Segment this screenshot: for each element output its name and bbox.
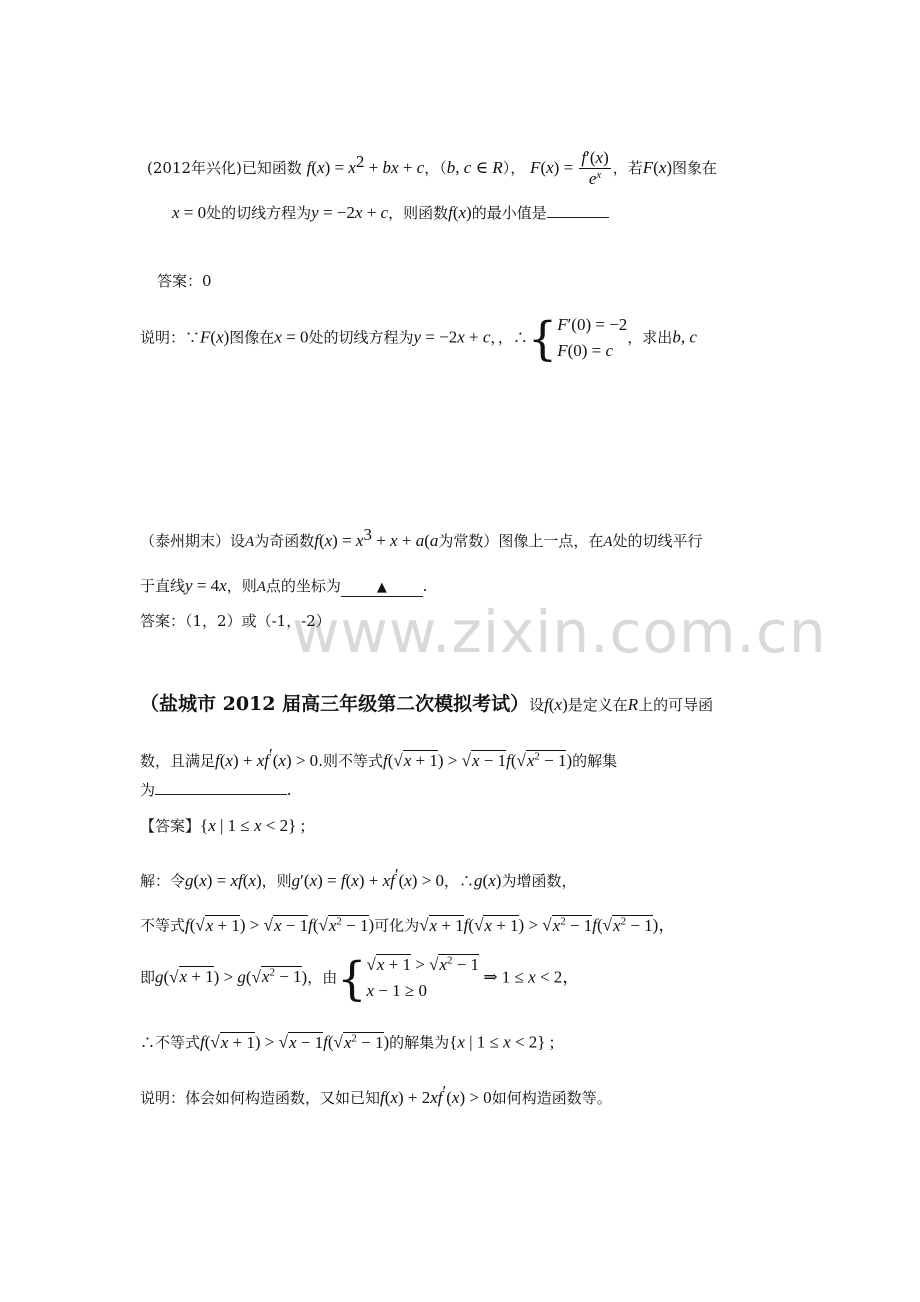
p1-fraction: $\frac{f'(x)}{e^x}$: [581, 148, 609, 189]
triangle-icon: ▲: [376, 580, 387, 595]
p3-answer: 【答案】{x | 1 ≤ x < 2} ;: [140, 816, 306, 835]
p3-line-3: 为 .: [140, 780, 292, 799]
p3-line-2: 数，且满足f(x) + xf′(x) > 0.则不等式$f(√x + 1) > √x - 1f(√x^2 - 1)$的解集: [140, 745, 618, 770]
watermark: www.zixin.com.cn: [292, 598, 827, 666]
p1-line-1: (2012年兴化)已知函数 $f(x) = x^2$ + bx + c，（b, c ∈ R）， F(x) = $\frac{f'(x)}{e^x}$ ，若F(x)图象在: [147, 148, 718, 189]
p1-system-brace: {: [527, 311, 558, 366]
p3-conclusion: ∴不等式$f(√x + 1) > √x - 1f(√x^2 - 1)$的解集为{x | 1 ≤ x < 2} ;: [140, 1032, 555, 1052]
p1-answer-blank: [547, 203, 609, 218]
p2-answer: 答案：（1，2）或（-1，-2）: [140, 612, 331, 630]
p2-line-1: （泰州期末）设A为奇函数$f(x) = x^3 + x + a(a$为常数）图像上一点，在A处的切线平行: [140, 525, 703, 550]
p3-source-heading: （盐城市 2012 届高三年级第二次模拟考试）: [140, 693, 530, 715]
p1-intro: (2012年兴化)已知函数: [147, 158, 302, 177]
p1-system: F′(0) = −2 F(0) = c: [557, 315, 628, 361]
p2-answer-blank: [341, 577, 423, 597]
p2-line-2: 于直线y = 4x，则A点的坐标为 ▲ .: [140, 576, 428, 595]
p3-system-brace: {: [337, 951, 367, 1006]
p3-answer-blank: [155, 780, 287, 795]
p3-system: $√x + 1 > √x^2 - 1$ x − 1 ≥ 0: [366, 954, 480, 1001]
p3-solution-3: 即$g(√x + 1) > g(√x^2 - 1)$，由{ $√x + 1 > √x^2 - 1$ x − 1 ≥ 0 ⇒ 1 ≤ x < 2，: [140, 951, 580, 1006]
p1-line-2: x = 0处的切线方程为y = −2x + c，则函数f(x)的最小值是: [172, 203, 609, 223]
p1-Fx-def: F: [530, 157, 541, 177]
p3-note: 说明：体会如何构造函数，又如已知f(x) + 2xf′(x) > 0如何构造函数等。: [140, 1082, 612, 1107]
p1-answer: 答案：0: [157, 272, 212, 290]
p1-explanation: 说明：∵F(x)图像在x = 0处的切线方程为y = −2x + c，，∴{ F′(0) = −2 F(0) = c ，求出b, c: [140, 311, 697, 366]
p3-solution-2: 不等式$f(√x + 1) > √x - 1f(√x^2 - 1)$可化为$√x + 1f(√x + 1) > √x^2 - 1f(√x^2 - 1)$，: [140, 915, 676, 935]
p1-fx-def: f: [306, 157, 312, 177]
p3-solution-1: 解：令g(x) = xf(x)，则g′(x) = f(x) + xf′(x) > 0，∴g(x)为增函数，: [140, 865, 577, 890]
p3-line-1: （盐城市 2012 届高三年级第二次模拟考试）设f(x)是定义在R上的可导函: [140, 693, 714, 715]
